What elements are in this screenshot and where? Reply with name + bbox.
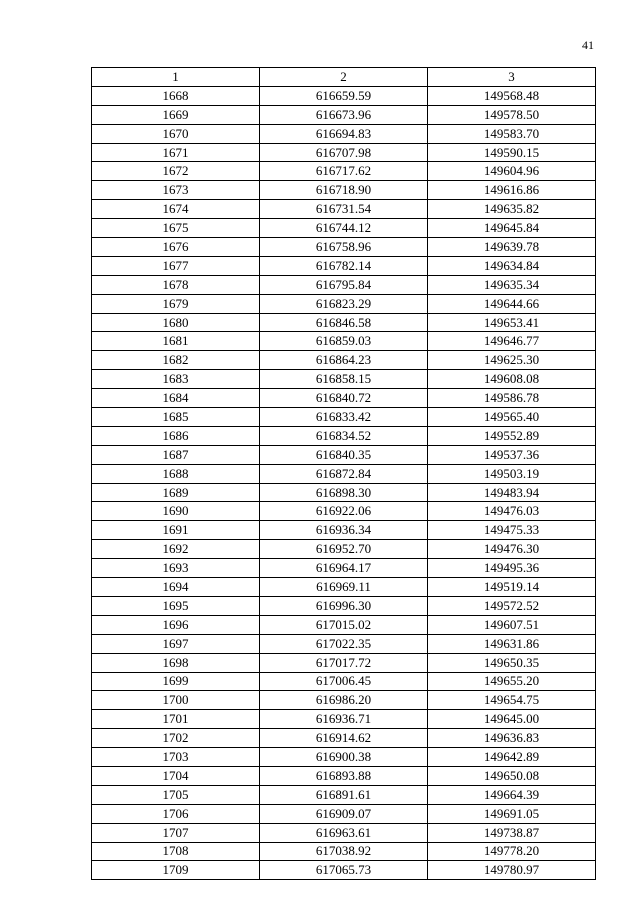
- table-row: [92, 313, 596, 332]
- table-row: [92, 445, 596, 464]
- y-coordinate-cell: 149607.51: [428, 615, 596, 634]
- table-row: [92, 521, 596, 540]
- x-coordinate-cell: 616864.23: [260, 351, 428, 370]
- y-coordinate-cell: 149635.34: [428, 275, 596, 294]
- y-coordinate-cell: 149568.48: [428, 86, 596, 105]
- point-number-cell: 1698: [92, 653, 260, 672]
- point-number-cell: 1683: [92, 370, 260, 389]
- point-number-cell: 1670: [92, 124, 260, 143]
- y-coordinate-cell: 149653.41: [428, 313, 596, 332]
- x-coordinate-cell: 616840.72: [260, 389, 428, 408]
- x-coordinate-cell: 616996.30: [260, 596, 428, 615]
- table-row: [92, 238, 596, 257]
- point-number-cell: 1709: [92, 861, 260, 880]
- point-number-cell: 1680: [92, 313, 260, 332]
- table-row: [92, 596, 596, 615]
- y-coordinate-cell: 149572.52: [428, 596, 596, 615]
- table-row: [92, 540, 596, 559]
- point-number-cell: 1682: [92, 351, 260, 370]
- x-coordinate-cell: 617006.45: [260, 672, 428, 691]
- column-header-3: 3: [428, 68, 596, 87]
- x-coordinate-cell: 616795.84: [260, 275, 428, 294]
- table-row: [92, 766, 596, 785]
- table-row: [92, 162, 596, 181]
- x-coordinate-cell: 617017.72: [260, 653, 428, 672]
- point-number-cell: 1684: [92, 389, 260, 408]
- y-coordinate-cell: 149631.86: [428, 634, 596, 653]
- y-coordinate-cell: 149503.19: [428, 464, 596, 483]
- table-row: [92, 691, 596, 710]
- x-coordinate-cell: 616834.52: [260, 426, 428, 445]
- x-coordinate-cell: 616969.11: [260, 578, 428, 597]
- point-number-cell: 1702: [92, 729, 260, 748]
- x-coordinate-cell: 616717.62: [260, 162, 428, 181]
- point-number-cell: 1694: [92, 578, 260, 597]
- table-row: [92, 105, 596, 124]
- point-number-cell: 1695: [92, 596, 260, 615]
- point-number-cell: 1697: [92, 634, 260, 653]
- y-coordinate-cell: 149639.78: [428, 238, 596, 257]
- x-coordinate-cell: 617038.92: [260, 842, 428, 861]
- y-coordinate-cell: 149475.33: [428, 521, 596, 540]
- point-number-cell: 1706: [92, 804, 260, 823]
- point-number-cell: 1676: [92, 238, 260, 257]
- y-coordinate-cell: 149604.96: [428, 162, 596, 181]
- x-coordinate-cell: 616758.96: [260, 238, 428, 257]
- x-coordinate-cell: 616840.35: [260, 445, 428, 464]
- y-coordinate-cell: 149616.86: [428, 181, 596, 200]
- table-row: [92, 823, 596, 842]
- y-coordinate-cell: 149664.39: [428, 785, 596, 804]
- x-coordinate-cell: 617065.73: [260, 861, 428, 880]
- x-coordinate-cell: 616964.17: [260, 559, 428, 578]
- point-number-cell: 1696: [92, 615, 260, 634]
- x-coordinate-cell: 616782.14: [260, 256, 428, 275]
- table-row: [92, 370, 596, 389]
- x-coordinate-cell: 616744.12: [260, 219, 428, 238]
- table-row: [92, 672, 596, 691]
- y-coordinate-cell: 149642.89: [428, 748, 596, 767]
- x-coordinate-cell: 616952.70: [260, 540, 428, 559]
- y-coordinate-cell: 149483.94: [428, 483, 596, 502]
- y-coordinate-cell: 149476.30: [428, 540, 596, 559]
- y-coordinate-cell: 149650.35: [428, 653, 596, 672]
- point-number-cell: 1677: [92, 256, 260, 275]
- table-body: [92, 86, 596, 879]
- table-row: [92, 634, 596, 653]
- x-coordinate-cell: 617022.35: [260, 634, 428, 653]
- x-coordinate-cell: 616731.54: [260, 200, 428, 219]
- page-number: 41: [582, 38, 594, 52]
- y-coordinate-cell: 149645.00: [428, 710, 596, 729]
- x-coordinate-cell: 616659.59: [260, 86, 428, 105]
- point-number-cell: 1669: [92, 105, 260, 124]
- table-row: [92, 408, 596, 427]
- y-coordinate-cell: 149636.83: [428, 729, 596, 748]
- x-coordinate-cell: 616936.34: [260, 521, 428, 540]
- y-coordinate-cell: 149519.14: [428, 578, 596, 597]
- table-row: [92, 181, 596, 200]
- y-coordinate-cell: 149590.15: [428, 143, 596, 162]
- point-number-cell: 1686: [92, 426, 260, 445]
- x-coordinate-cell: 616922.06: [260, 502, 428, 521]
- y-coordinate-cell: 149650.08: [428, 766, 596, 785]
- point-number-cell: 1707: [92, 823, 260, 842]
- table-row: [92, 294, 596, 313]
- x-coordinate-cell: 616914.62: [260, 729, 428, 748]
- point-number-cell: 1679: [92, 294, 260, 313]
- point-number-cell: 1703: [92, 748, 260, 767]
- x-coordinate-cell: 616900.38: [260, 748, 428, 767]
- y-coordinate-cell: 149778.20: [428, 842, 596, 861]
- table-row: [92, 861, 596, 880]
- table-row: [92, 332, 596, 351]
- table-row: [92, 483, 596, 502]
- x-coordinate-cell: 617015.02: [260, 615, 428, 634]
- x-coordinate-cell: 616891.61: [260, 785, 428, 804]
- point-number-cell: 1705: [92, 785, 260, 804]
- y-coordinate-cell: 149608.08: [428, 370, 596, 389]
- point-number-cell: 1674: [92, 200, 260, 219]
- table-row: [92, 578, 596, 597]
- y-coordinate-cell: 149537.36: [428, 445, 596, 464]
- point-number-cell: 1690: [92, 502, 260, 521]
- table-row: [92, 143, 596, 162]
- x-coordinate-cell: 616673.96: [260, 105, 428, 124]
- table-row: [92, 653, 596, 672]
- table-row: [92, 464, 596, 483]
- point-number-cell: 1693: [92, 559, 260, 578]
- point-number-cell: 1689: [92, 483, 260, 502]
- y-coordinate-cell: 149634.84: [428, 256, 596, 275]
- x-coordinate-cell: 616823.29: [260, 294, 428, 313]
- point-number-cell: 1688: [92, 464, 260, 483]
- point-number-cell: 1668: [92, 86, 260, 105]
- y-coordinate-cell: 149655.20: [428, 672, 596, 691]
- y-coordinate-cell: 149476.03: [428, 502, 596, 521]
- x-coordinate-cell: 616898.30: [260, 483, 428, 502]
- x-coordinate-cell: 616833.42: [260, 408, 428, 427]
- point-number-cell: 1681: [92, 332, 260, 351]
- x-coordinate-cell: 616707.98: [260, 143, 428, 162]
- y-coordinate-cell: 149495.36: [428, 559, 596, 578]
- column-header-1: 1: [92, 68, 260, 87]
- table-row: [92, 389, 596, 408]
- y-coordinate-cell: 149654.75: [428, 691, 596, 710]
- y-coordinate-cell: 149691.05: [428, 804, 596, 823]
- y-coordinate-cell: 149583.70: [428, 124, 596, 143]
- x-coordinate-cell: 616872.84: [260, 464, 428, 483]
- y-coordinate-cell: 149586.78: [428, 389, 596, 408]
- point-number-cell: 1701: [92, 710, 260, 729]
- table-row: [92, 729, 596, 748]
- table-header-row: [92, 68, 596, 87]
- table-row: [92, 615, 596, 634]
- table-row: [92, 748, 596, 767]
- point-number-cell: 1672: [92, 162, 260, 181]
- y-coordinate-cell: 149635.82: [428, 200, 596, 219]
- table-row: [92, 559, 596, 578]
- table-row: [92, 86, 596, 105]
- point-number-cell: 1692: [92, 540, 260, 559]
- y-coordinate-cell: 149565.40: [428, 408, 596, 427]
- point-number-cell: 1708: [92, 842, 260, 861]
- table-row: [92, 124, 596, 143]
- point-number-cell: 1691: [92, 521, 260, 540]
- y-coordinate-cell: 149645.84: [428, 219, 596, 238]
- table-row: [92, 785, 596, 804]
- x-coordinate-cell: 616718.90: [260, 181, 428, 200]
- x-coordinate-cell: 616893.88: [260, 766, 428, 785]
- point-number-cell: 1699: [92, 672, 260, 691]
- table-row: [92, 502, 596, 521]
- table-row: [92, 256, 596, 275]
- point-number-cell: 1671: [92, 143, 260, 162]
- x-coordinate-cell: 616963.61: [260, 823, 428, 842]
- table-row: [92, 200, 596, 219]
- table-row: [92, 275, 596, 294]
- y-coordinate-cell: 149780.97: [428, 861, 596, 880]
- table-row: [92, 842, 596, 861]
- point-number-cell: 1700: [92, 691, 260, 710]
- column-header-2: 2: [260, 68, 428, 87]
- x-coordinate-cell: 616694.83: [260, 124, 428, 143]
- y-coordinate-cell: 149644.66: [428, 294, 596, 313]
- y-coordinate-cell: 149625.30: [428, 351, 596, 370]
- point-number-cell: 1687: [92, 445, 260, 464]
- y-coordinate-cell: 149646.77: [428, 332, 596, 351]
- coordinates-table: [91, 67, 596, 880]
- table-row: [92, 710, 596, 729]
- point-number-cell: 1673: [92, 181, 260, 200]
- point-number-cell: 1675: [92, 219, 260, 238]
- table-row: [92, 351, 596, 370]
- x-coordinate-cell: 616859.03: [260, 332, 428, 351]
- x-coordinate-cell: 616909.07: [260, 804, 428, 823]
- y-coordinate-cell: 149738.87: [428, 823, 596, 842]
- table-row: [92, 804, 596, 823]
- table-row: [92, 426, 596, 445]
- point-number-cell: 1678: [92, 275, 260, 294]
- x-coordinate-cell: 616936.71: [260, 710, 428, 729]
- x-coordinate-cell: 616986.20: [260, 691, 428, 710]
- point-number-cell: 1704: [92, 766, 260, 785]
- table-row: [92, 219, 596, 238]
- y-coordinate-cell: 149552.89: [428, 426, 596, 445]
- x-coordinate-cell: 616846.58: [260, 313, 428, 332]
- y-coordinate-cell: 149578.50: [428, 105, 596, 124]
- x-coordinate-cell: 616858.15: [260, 370, 428, 389]
- point-number-cell: 1685: [92, 408, 260, 427]
